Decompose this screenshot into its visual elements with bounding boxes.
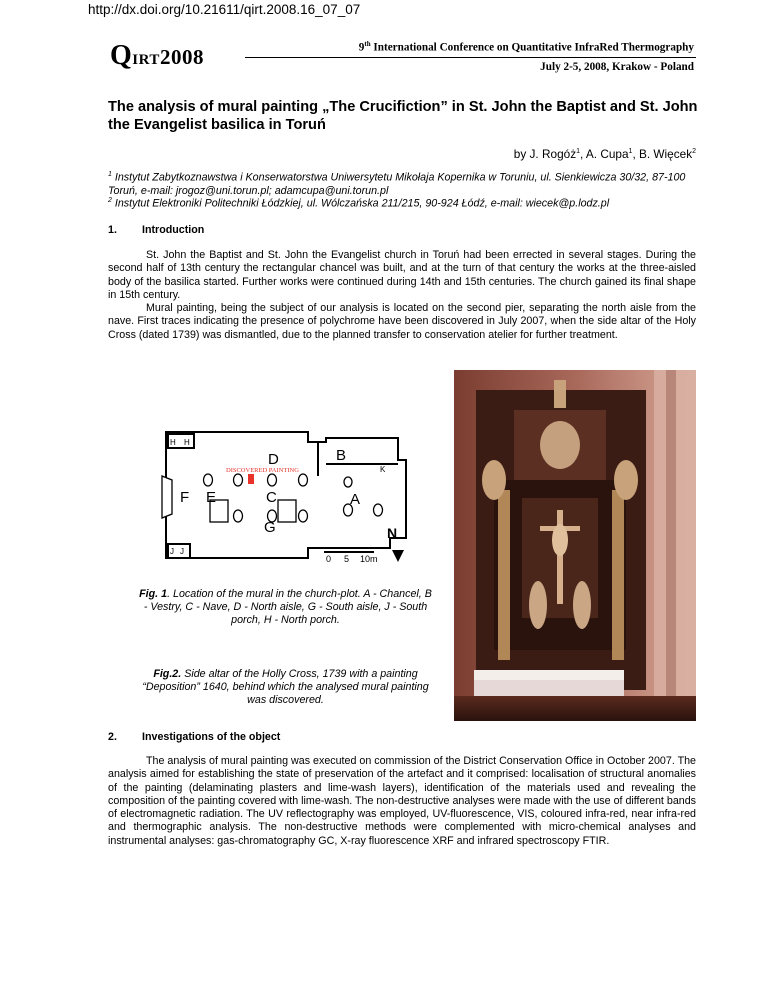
conference-name <box>260 40 694 54</box>
doi-link[interactable]: http://dx.doi.org/10.21611/qirt.2008.16_07_07 <box>88 2 361 17</box>
label-a: A <box>350 491 361 508</box>
label-e: E <box>206 489 217 506</box>
label-j: J <box>170 547 174 556</box>
affiliation-1-text: Instytut Zabytkoznawstwa i Konserwatorstwa Uniwersytetu Mikołaja Kopernika w Toruniu, ul. Sienkiewicza 30/32, 87-100 Toruń, e-mail: jrogoz@uni.torun.pl; adamcupa@uni.torun.pl <box>108 171 686 197</box>
author-3-mark: 2 <box>692 148 696 156</box>
church-plan-figure <box>158 420 416 572</box>
affiliation-1-mark: 1 <box>108 171 112 178</box>
label-h: H <box>170 438 176 447</box>
conference-name-text: International Conference on Quantitative InfraRed Thermography <box>370 41 694 54</box>
discovered-painting-marker <box>248 474 254 484</box>
affiliation-2 <box>108 194 696 211</box>
scale-0: 0 <box>326 554 332 564</box>
label-b: B <box>336 447 347 464</box>
section-1-heading <box>108 224 204 236</box>
section-1-body <box>108 249 696 342</box>
conference-date: July 2-5, 2008, Krakow - Poland <box>540 61 694 73</box>
authors-line <box>380 147 696 161</box>
conference-ordinal-suffix: th <box>364 40 371 48</box>
section-1-number: 1. <box>108 224 117 236</box>
label-f: F <box>180 489 190 506</box>
conference-logo <box>110 40 204 72</box>
paragraph: St. John the Baptist and St. John the Evangelist church in Toruń had been errected in several stages. During the second half of 13th century the rectangular chancel was built, and at the turn of that century the works at the three-aisled body of the basilica started. Further works were continued during 14th and 15th centuries. The church gained its final shape in 15th century. <box>108 249 696 301</box>
label-discovered: DISCOVERED PAINTING <box>226 467 299 474</box>
figure-1-caption-label: Fig. 1 <box>139 588 168 600</box>
header-rule <box>245 57 696 58</box>
north-arrow-icon <box>392 550 404 562</box>
author-3: , B. Więcek <box>632 147 693 161</box>
paragraph: Mural painting, being the subject of our analysis is located on the second pier, separating the north aisle from the nave. First traces indicating the presence of polychrome have been discovered in July 2007, when the side altar of the Holy Cross (dated 1739) was dismantled, due to the planned transfer to conservation atelier for further treatment. <box>108 302 696 341</box>
author-1-mark: 1 <box>576 148 580 156</box>
conference-ordinal: 9 <box>358 41 365 54</box>
label-c: C <box>266 489 277 506</box>
logo-year: 2008 <box>159 45 204 69</box>
label-north: N <box>387 525 398 541</box>
section-1-title: Introduction <box>142 224 205 236</box>
logo-q: Q <box>110 40 133 71</box>
section-2-number: 2. <box>108 731 117 743</box>
affiliation-2-mark: 2 <box>108 197 112 204</box>
figure-1-caption-text: . Location of the mural in the church-plot. A - Chancel, B - Vestry, C - Nave, D - North aisle, G - South aisle, J - South porch, H - North porch. <box>143 588 432 626</box>
figure-1-caption <box>138 588 433 627</box>
label-h2: H <box>184 438 190 447</box>
author-1: by J. Rogóż <box>513 147 577 161</box>
figure-2-caption <box>138 668 433 707</box>
scale-5: 5 <box>344 554 350 564</box>
author-2-mark: 1 <box>628 148 633 156</box>
paragraph: The analysis of mural painting was executed on commission of the District Conservation Office in October 2007. The analysis aimed for establishing the state of preservation of the artefact and it comprised: localisation of structural anomalies of the painting (delaminating plasters and lime-wash layers), identification of the materials used and revealing the composition of the painting covered with lime-wash. The non-destructive analyses were made with the use of different bands of electromagnetic radiation. The UV reflectography was employed, UV-fluorescence, VIS, coloured infra-red, near infra-red and thermographic analysis. The non-destructive methods were complemented with micro-chemical analyses and instrumental analyses: gas-chromatography GC, X-ray fluorescence XRF and infrared spectroscopy FTIR. <box>108 755 696 847</box>
paper-title: The analysis of mural painting „The Crucifiction” in St. John the Baptist and St. John the Evangelist basilica in Toruń <box>108 99 698 133</box>
label-d: D <box>268 451 279 468</box>
altar-photo <box>454 370 696 721</box>
label-g: G <box>264 519 276 536</box>
scale-10: 10m <box>360 554 378 564</box>
section-2-heading <box>108 731 280 743</box>
affiliation-2-text: Instytut Elektroniki Politechniki Łódzkiej, ul. Wólczańska 211/215, 90-924 Łódź, e-mail: wiecek@p.lodz.pl <box>111 197 610 210</box>
author-2: , A. Cupa <box>580 147 629 161</box>
label-k: K <box>380 465 386 474</box>
section-2-title: Investigations of the object <box>142 731 281 743</box>
label-j2: J <box>180 547 184 556</box>
section-2-body <box>108 755 696 848</box>
figure-2-caption-label: Fig.2. <box>153 668 182 680</box>
figure-2-caption-text: Side altar of the Holly Cross, 1739 with a painting “Deposition” 1640, behind which the analysed mural painting was discovered. <box>142 668 429 706</box>
logo-irt: IRT <box>132 52 160 68</box>
